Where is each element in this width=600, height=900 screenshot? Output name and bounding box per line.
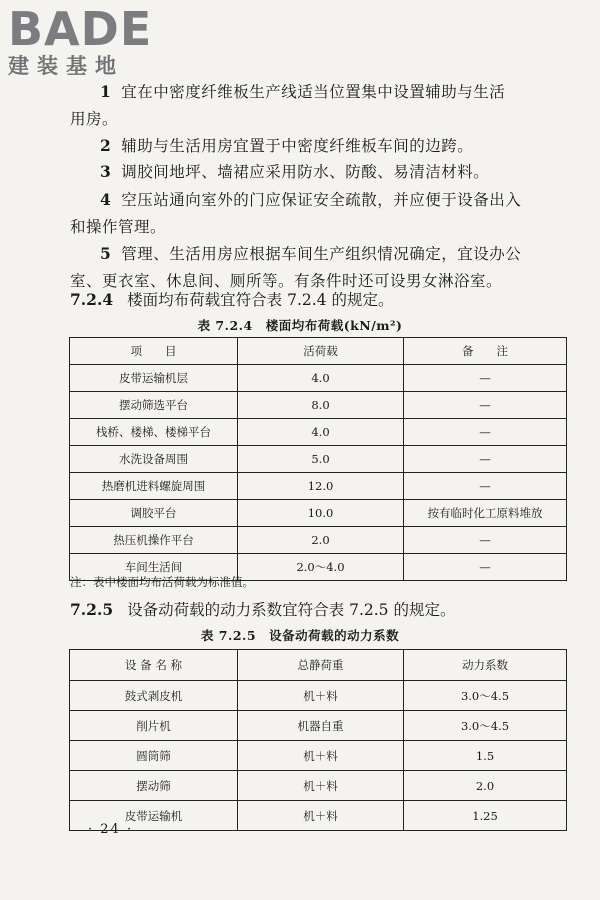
paragraph-text: 管理、生活用房应根据车间生产组织情况确定，宜设办公 [121, 245, 522, 263]
table-cell: 热磨机进料螺旋周围 [70, 473, 238, 500]
clause-number: 7.2.5 [70, 600, 114, 619]
clause-number: 7.2.4 [70, 290, 114, 309]
paragraph-2 [70, 132, 595, 160]
table-row [70, 681, 567, 711]
paragraph-continuation: 和操作管理。 [70, 218, 167, 236]
clause-text: 设备动荷载的动力系数宜符合表 7.2.5 的规定。 [127, 601, 456, 619]
table-cell: — [404, 527, 567, 554]
table-cell: 机＋料 [238, 771, 404, 801]
header-cell: 总静荷重 [238, 650, 404, 681]
paragraph-text: 空压站通向室外的门应保证安全疏散，并应便于设备出入 [121, 191, 522, 209]
header-cell: 活荷载 [238, 338, 404, 365]
table-cell: 8.0 [238, 392, 404, 419]
paragraph-1 [70, 78, 565, 133]
table-7-2-4-caption: 表 7.2.4 楼面均布荷载(kN/m²) [197, 318, 403, 333]
logo-title: BADE [8, 2, 153, 56]
table-cell: — [404, 446, 567, 473]
clause-7-2-5 [70, 596, 565, 624]
table-row [70, 741, 567, 771]
table-cell: 热压机操作平台 [70, 527, 238, 554]
paragraph-continuation: 用房。 [70, 110, 119, 128]
header-cell: 动力系数 [404, 650, 567, 681]
table-cell: 摆动筛选平台 [70, 392, 238, 419]
table-cell: 车间生活间 [70, 554, 238, 581]
table-row [70, 711, 567, 741]
paragraph-number: 2 [100, 136, 112, 155]
table-cell: 机＋料 [238, 741, 404, 771]
table-cell: 2.0 [238, 527, 404, 554]
header-cell: 设 备 名 称 [70, 650, 238, 681]
table-cell: 圆筒筛 [70, 741, 238, 771]
table-cell: 2.0～4.0 [238, 554, 404, 581]
table-row [70, 527, 567, 554]
paragraph-number: 1 [100, 82, 112, 101]
paragraph-number: 3 [100, 162, 112, 181]
paragraph-continuation: 室、更衣室、休息间、厕所等。有条件时还可设男女淋浴室。 [70, 272, 503, 290]
header-cell: 项 目 [70, 338, 238, 365]
table-cell: 按有临时化工原料堆放 [404, 500, 567, 527]
table-cell: 4.0 [238, 365, 404, 392]
page-number: · 24 · [88, 822, 134, 837]
table-cell: 鼓式剥皮机 [70, 681, 238, 711]
table-cell: 调胶平台 [70, 500, 238, 527]
table-cell: — [404, 473, 567, 500]
table-cell: 皮带运输机层 [70, 365, 238, 392]
table-cell: 3.0～4.5 [404, 711, 567, 741]
table-7-2-5-caption: 表 7.2.5 设备动荷载的动力系数 [200, 628, 400, 643]
table-row [70, 500, 567, 527]
bade-logo [8, 2, 178, 78]
table-row [70, 392, 567, 419]
table-cell: — [404, 392, 567, 419]
table-cell: 5.0 [238, 446, 404, 473]
paragraph-text: 调胶间地坪、墙裙应采用防水、防酸、易清洁材料。 [121, 163, 490, 181]
table-row [70, 801, 567, 831]
table-header-row [70, 338, 567, 365]
table-cell: — [404, 419, 567, 446]
paragraph-4 [70, 186, 565, 241]
table-cell: 4.0 [238, 419, 404, 446]
paragraph-text: 宜在中密度纤维板生产线适当位置集中设置辅助与生活 [121, 83, 506, 101]
table-7-2-5 [69, 649, 567, 831]
table-cell: 1.25 [404, 801, 567, 831]
table-cell: — [404, 554, 567, 581]
table-cell: 3.0～4.5 [404, 681, 567, 711]
table-cell: 机＋料 [238, 681, 404, 711]
table-cell: 10.0 [238, 500, 404, 527]
table-cell: 机器自重 [238, 711, 404, 741]
clause-text: 楼面均布荷载宜符合表 7.2.4 的规定。 [127, 291, 394, 309]
paragraph-text: 辅助与生活用房宜置于中密度纤维板车间的边跨。 [121, 137, 474, 155]
table-cell: — [404, 365, 567, 392]
table-row [70, 446, 567, 473]
logo-subtitle: 建装基地 [8, 54, 124, 78]
table-cell: 12.0 [238, 473, 404, 500]
table-cell: 摆动筛 [70, 771, 238, 801]
table-cell: 水洗设备周围 [70, 446, 238, 473]
table-cell: 2.0 [404, 771, 567, 801]
table-cell: 1.5 [404, 741, 567, 771]
table-cell: 栈桥、楼梯、楼梯平台 [70, 419, 238, 446]
table-7-2-4 [69, 337, 567, 581]
header-cell: 备 注 [404, 338, 567, 365]
table-row [70, 771, 567, 801]
table-cell: 皮带运输机 [70, 801, 238, 831]
paragraph-number: 4 [100, 190, 112, 209]
paragraph-3 [70, 158, 595, 186]
table-cell: 削片机 [70, 711, 238, 741]
table-cell: 机＋料 [238, 801, 404, 831]
table-row [70, 419, 567, 446]
clause-7-2-4 [70, 286, 565, 314]
table-note: 注：表中楼面均布活荷载为标准值。 [70, 575, 254, 589]
table-header-row [70, 650, 567, 681]
table-row [70, 473, 567, 500]
paragraph-number: 5 [100, 244, 112, 263]
table-row [70, 365, 567, 392]
